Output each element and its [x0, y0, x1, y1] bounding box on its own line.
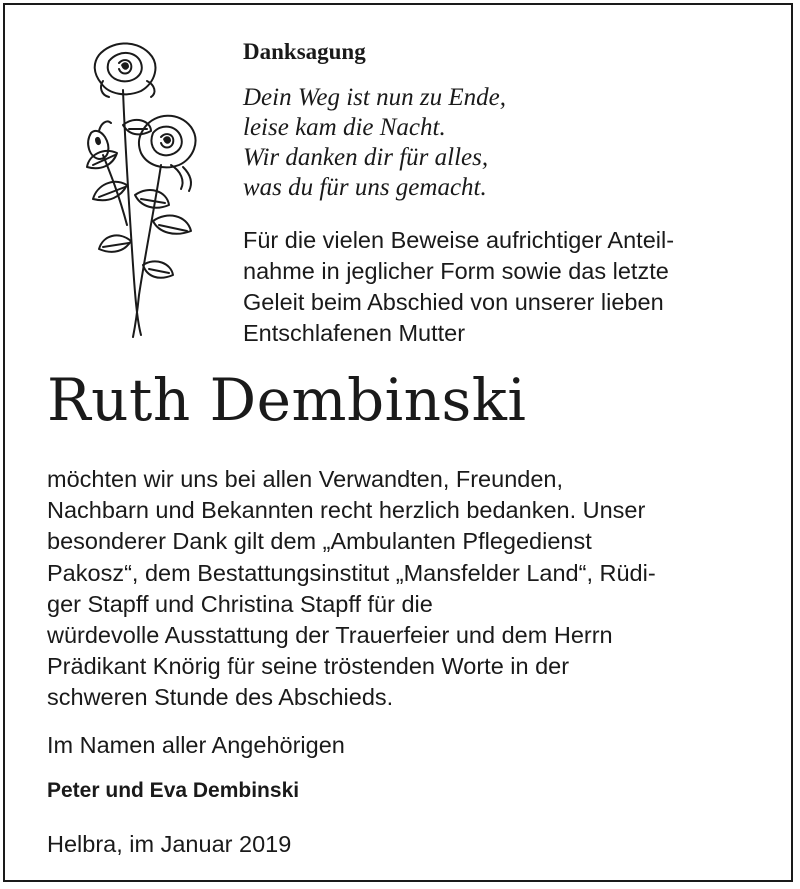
deceased-name: Ruth Dembinski	[47, 366, 527, 434]
intro-line: Für die vielen Beweise aufrichtiger Anteil-	[243, 227, 675, 253]
verse-line: was du für uns gemacht.	[243, 174, 487, 201]
closing-line: Im Namen aller Angehörigen	[47, 732, 345, 758]
intro-paragraph	[243, 225, 674, 349]
verse-line: Dein Weg ist nun zu Ende,	[243, 84, 506, 111]
body-line: besonderer Dank gilt dem „Ambulanten Pflegedienst	[47, 528, 592, 555]
body-line: Pakosz“, dem Bestattungsinstitut „Mansfelder Land“, Rüdi-	[47, 559, 656, 586]
body-line: Prädikant Knörig für seine tröstenden Worte in der	[47, 653, 570, 680]
notice-heading: Danksagung	[243, 39, 366, 64]
roses-icon	[63, 35, 213, 345]
thanks-paragraph	[47, 464, 656, 714]
verse-line: Wir danken dir für alles,	[243, 144, 489, 171]
body-line: ger Stapff und Christina Stapff für die	[47, 590, 433, 617]
body-line: schweren Stunde des Abschieds.	[47, 684, 394, 711]
memorial-verse	[243, 83, 506, 203]
signers-names: Peter und Eva Dembinski	[47, 779, 300, 802]
body-line: Nachbarn und Bekannten recht herzlich bedanken. Unser	[47, 497, 646, 524]
intro-line: Geleit beim Abschied von unserer lieben	[243, 289, 664, 315]
body-line: würdevolle Ausstattung der Trauerfeier und dem Herrn	[47, 622, 613, 649]
intro-line: Entschlafenen Mutter	[243, 320, 466, 346]
place-date: Helbra, im Januar 2019	[47, 831, 292, 857]
intro-line: nahme in jeglicher Form sowie das letzte	[243, 258, 669, 284]
body-line: möchten wir uns bei allen Verwandten, Freunden,	[47, 466, 564, 492]
verse-line: leise kam die Nacht.	[243, 114, 446, 141]
notice-frame	[3, 3, 793, 882]
